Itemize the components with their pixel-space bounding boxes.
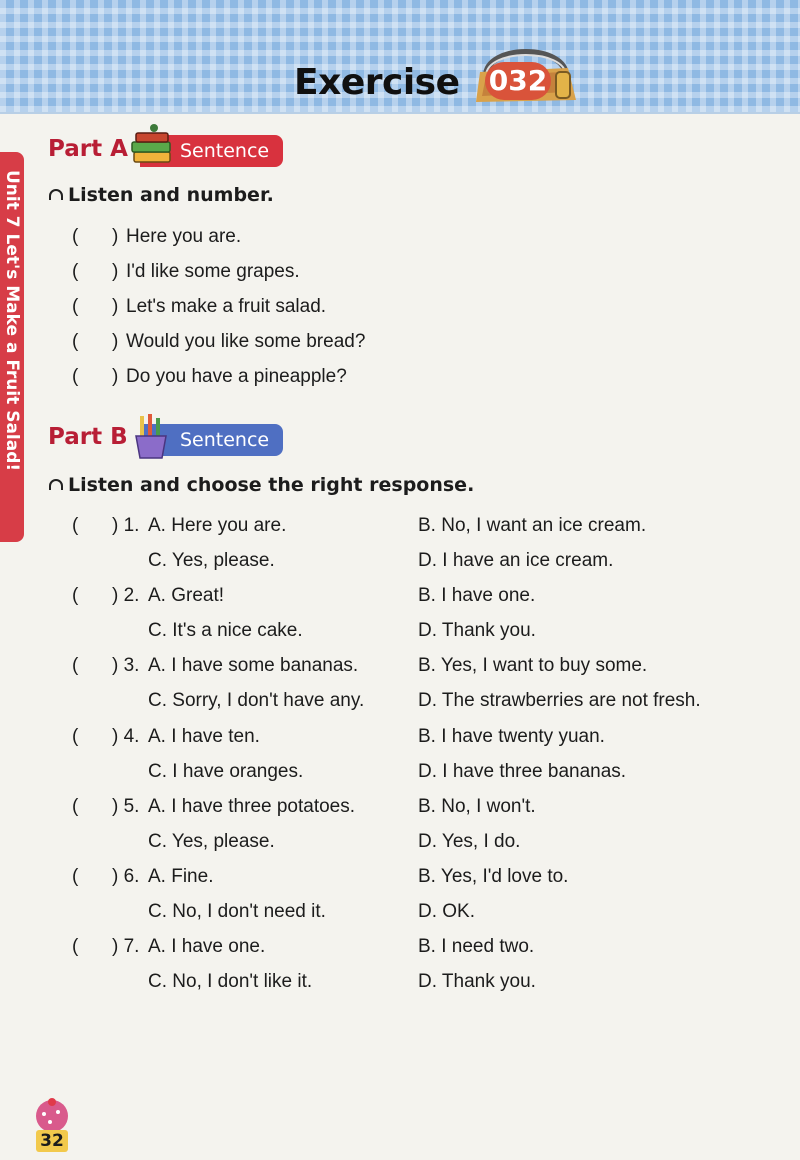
option-d: D. Yes, I do. (418, 831, 521, 852)
option-a: A. Here you are. (148, 515, 287, 536)
headphones-icon (48, 188, 64, 202)
question-row-second (148, 831, 521, 853)
option-a: A. I have one. (148, 936, 266, 957)
part-b-label: Part B (48, 424, 128, 450)
option-c: C. It's a nice cake. (148, 620, 303, 641)
answer-blank-left[interactable]: ( (72, 585, 79, 606)
question-number: ) 4. (112, 726, 140, 747)
headphones-icon (48, 478, 64, 492)
question-row-second (148, 901, 476, 923)
option-a: A. Fine. (148, 866, 214, 887)
answer-blank-right: ) (112, 261, 119, 282)
option-b: B. I have one. (418, 585, 536, 606)
list-item (72, 261, 300, 283)
answer-blank-left[interactable]: ( (72, 726, 79, 747)
question-row (72, 866, 569, 888)
option-b: B. Yes, I want to buy some. (418, 655, 648, 676)
page-title: Exercise (294, 62, 460, 103)
answer-blank-left[interactable]: ( (72, 515, 79, 536)
answer-blank-right: ) (112, 296, 119, 317)
answer-blank-right: ) (112, 331, 119, 352)
answer-blank-left[interactable]: ( (72, 296, 79, 317)
books-icon (128, 122, 176, 168)
option-c: C. Yes, please. (148, 831, 275, 852)
answer-blank-right: ) (112, 226, 119, 247)
sentence-text: Let's make a fruit salad. (126, 296, 327, 317)
option-a: A. I have ten. (148, 726, 260, 747)
question-row (72, 726, 605, 748)
option-c: C. No, I don't need it. (148, 901, 326, 922)
part-a-label: Part A (48, 136, 128, 162)
sentence-text: Here you are. (126, 226, 242, 247)
question-number: ) 2. (112, 585, 140, 606)
question-number: ) 1. (112, 515, 140, 536)
question-number: ) 6. (112, 866, 140, 887)
option-b: B. I have twenty yuan. (418, 726, 605, 747)
answer-blank-left[interactable]: ( (72, 226, 79, 247)
answer-blank-left[interactable]: ( (72, 796, 79, 817)
option-a: A. Great! (148, 585, 225, 606)
list-item (72, 226, 242, 248)
answer-blank-left[interactable]: ( (72, 655, 79, 676)
unit-side-tab-label: Unit 7 Let's Make a Fruit Salad! (2, 170, 22, 472)
option-d: D. I have an ice cream. (418, 550, 614, 571)
question-number: ) 5. (112, 796, 140, 817)
option-d: D. OK. (418, 901, 476, 922)
list-item (72, 296, 327, 318)
part-b-instruction-text: Listen and choose the right response. (68, 474, 475, 496)
question-row-second (148, 761, 627, 783)
answer-blank-left[interactable]: ( (72, 936, 79, 957)
option-d: D. I have three bananas. (418, 761, 627, 782)
question-row (72, 585, 536, 607)
list-item (72, 331, 366, 353)
option-c: C. No, I don't like it. (148, 971, 313, 992)
option-c: C. Sorry, I don't have any. (148, 690, 365, 711)
list-item (72, 366, 347, 388)
part-b-badge: Sentence (140, 424, 283, 456)
pencil-cup-icon (130, 412, 172, 460)
question-row-second (148, 620, 536, 642)
sentence-text: Do you have a pineapple? (126, 366, 347, 387)
question-row (72, 655, 648, 677)
question-row (72, 796, 536, 818)
option-c: C. I have oranges. (148, 761, 304, 782)
option-d: D. Thank you. (418, 620, 536, 641)
question-number: ) 3. (112, 655, 140, 676)
option-b: B. No, I want an ice cream. (418, 515, 647, 536)
page-number: 32 (36, 1130, 68, 1152)
part-a-instruction (48, 184, 274, 206)
question-row-second (148, 690, 701, 712)
sentence-text: I'd like some grapes. (126, 261, 300, 282)
answer-blank-left[interactable]: ( (72, 261, 79, 282)
option-b: B. Yes, I'd love to. (418, 866, 569, 887)
option-c: C. Yes, please. (148, 550, 275, 571)
question-row (72, 515, 647, 537)
option-d: D. The strawberries are not fresh. (418, 690, 701, 711)
exercise-number-badge: 032 (485, 62, 551, 100)
answer-blank-right: ) (112, 366, 119, 387)
answer-blank-left[interactable]: ( (72, 331, 79, 352)
part-a-instruction-text: Listen and number. (68, 184, 274, 206)
question-row-second (148, 550, 614, 572)
sentence-text: Would you like some bread? (126, 331, 366, 352)
answer-blank-left[interactable]: ( (72, 366, 79, 387)
option-b: B. I need two. (418, 936, 535, 957)
option-a: A. I have some bananas. (148, 655, 359, 676)
part-b-instruction (48, 474, 474, 496)
question-number: ) 7. (112, 936, 140, 957)
part-a-badge: Sentence (140, 135, 283, 167)
option-a: A. I have three potatoes. (148, 796, 356, 817)
option-b: B. No, I won't. (418, 796, 536, 817)
answer-blank-left[interactable]: ( (72, 866, 79, 887)
question-row-second (148, 971, 536, 993)
question-row (72, 936, 535, 958)
option-d: D. Thank you. (418, 971, 536, 992)
